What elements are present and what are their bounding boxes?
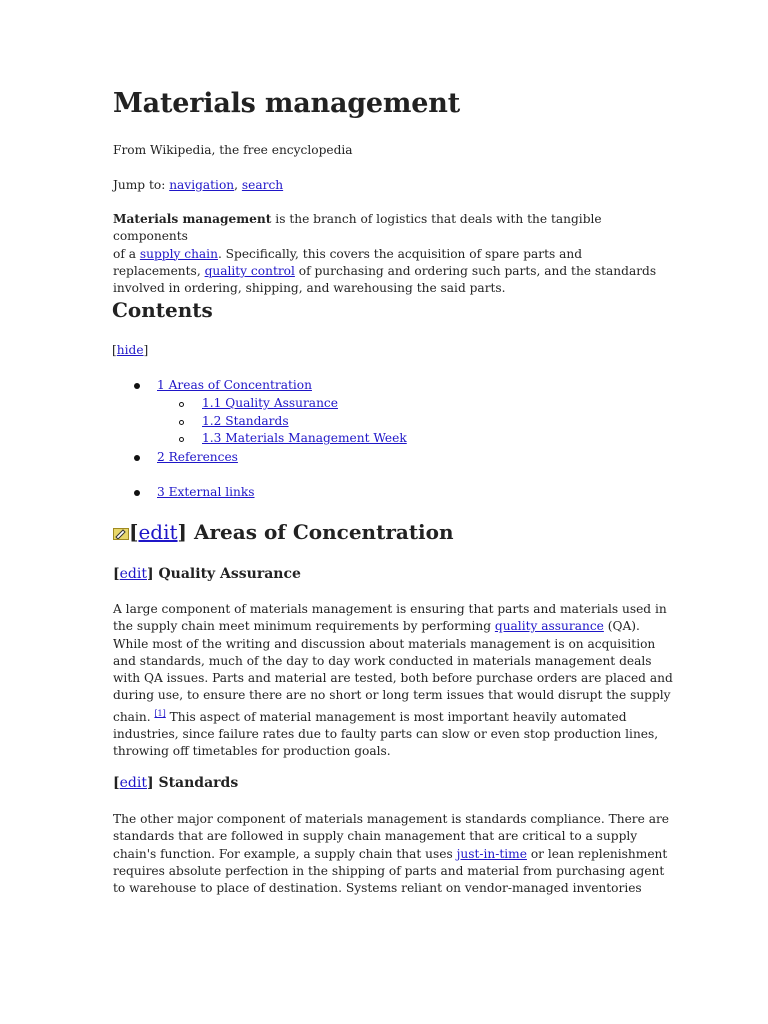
edit-pencil-icon[interactable] (113, 528, 129, 540)
paragraph-line: with QA issues. Parts and material are tested, both before purchase orders are placed and (113, 671, 673, 686)
section-title-quality-assurance: Quality Assurance (153, 566, 301, 582)
toc-toggle (112, 342, 148, 360)
toc-toggle-bracket: ] (143, 343, 149, 357)
toc-toggle-bracket: [ (112, 343, 117, 357)
intro-text: replacements, (113, 263, 205, 278)
edit-link-quality-assurance[interactable]: edit (119, 566, 147, 582)
toc-bullet (134, 490, 140, 496)
toc-item-areas-of-concentration[interactable]: 1 Areas of Concentration (157, 378, 312, 392)
supply-chain-link[interactable]: supply chain (139, 246, 218, 261)
standards-paragraph (113, 811, 673, 897)
edit-bracket: [ (113, 566, 120, 582)
edit-bracket: ] (146, 775, 154, 791)
site-tagline: From Wikipedia, the free encyclopedia (113, 143, 353, 157)
just-in-time-link[interactable]: just-in-time (456, 846, 527, 861)
intro-bold-term: Materials management (113, 212, 272, 226)
toc-bullet (134, 383, 140, 389)
paragraph-line: The other major component of materials management is standards compliance. There are (113, 812, 670, 826)
edit-bracket: [ (113, 775, 120, 791)
paragraph-text: the supply chain meet minimum requirements by performing (113, 619, 495, 634)
toc-item-materials-management-week[interactable]: 1.3 Materials Management Week (202, 431, 407, 445)
intro-text: involved in ordering, shipping, and warehousing the said parts. (113, 281, 506, 296)
paragraph-line: While most of the writing and discussion about materials management is on acquisition (113, 636, 656, 651)
toc-sub-bullet (179, 437, 184, 442)
jump-to-label: Jump to: (113, 178, 166, 192)
paragraph-line: to warehouse to place of destination. Systems reliant on vendor-managed inventories (113, 881, 642, 896)
intro-paragraph (113, 211, 673, 297)
section-title-standards: Standards (153, 775, 239, 791)
paragraph-line: standards that are followed in supply chain management that are critical to a supply (113, 829, 638, 844)
section-heading-areas (113, 520, 454, 544)
citation-link-1[interactable]: [1] (154, 708, 166, 718)
section-title-areas: Areas of Concentration (187, 520, 454, 544)
paragraph-text: This aspect of material management is most important heavily automated (165, 709, 627, 724)
quality-assurance-paragraph (113, 601, 673, 761)
section-heading-quality-assurance (113, 566, 301, 582)
paragraph-line: throwing off timetables for production goals. (113, 744, 391, 759)
paragraph-text: chain. (113, 709, 155, 724)
jump-navigation-link[interactable]: navigation (169, 178, 235, 192)
intro-text: . Specifically, this covers the acquisition of spare parts and (217, 246, 583, 261)
paragraph-line: industries, since failure rates due to faulty parts can slow or even stop production lines, (113, 727, 659, 742)
toc-item-references[interactable]: 2 References (157, 450, 238, 464)
jump-separator: , (234, 178, 239, 192)
page-title: Materials management (113, 88, 460, 119)
section-heading-standards (113, 775, 238, 791)
toc-item-quality-assurance[interactable]: 1.1 Quality Assurance (202, 396, 338, 410)
quality-assurance-link[interactable]: quality assurance (494, 619, 604, 634)
edit-link-standards[interactable]: edit (119, 775, 147, 791)
paragraph-text: chain's function. For example, a supply chain that uses (113, 846, 457, 861)
paragraph-text: (QA). (603, 619, 640, 634)
quality-control-link[interactable]: quality control (204, 263, 295, 278)
toc-hide-link[interactable]: hide (116, 343, 144, 357)
paragraph-line: A large component of materials management is ensuring that parts and materials used in (113, 602, 667, 616)
edit-bracket: ] (177, 520, 188, 544)
jump-search-link[interactable]: search (241, 178, 284, 192)
toc-heading: Contents (112, 298, 213, 322)
toc-sub-bullet (179, 402, 184, 407)
intro-text: of purchasing and ordering such parts, and the standards (294, 263, 657, 278)
paragraph-line: during use, to ensure there are no short or long term issues that would disrupt the supply (113, 688, 671, 703)
paragraph-text: or lean replenishment (526, 846, 668, 861)
toc-item-external-links[interactable]: 3 External links (157, 485, 255, 499)
toc-bullet (134, 455, 140, 461)
paragraph-line: requires absolute perfection in the shipping of parts and material from purchasing agent (113, 863, 665, 878)
toc-sub-bullet (179, 420, 184, 425)
intro-text: is the branch of logistics that deals with the tangible components (113, 212, 602, 244)
paragraph-line: and standards, much of the day to day work conducted in materials management deals (113, 653, 652, 668)
edit-bracket: [ (129, 520, 139, 544)
edit-bracket: ] (146, 566, 154, 582)
jump-to (113, 177, 283, 195)
toc-item-standards[interactable]: 1.2 Standards (202, 414, 289, 428)
edit-link-areas[interactable]: edit (138, 520, 178, 544)
intro-text: of a (113, 246, 140, 261)
